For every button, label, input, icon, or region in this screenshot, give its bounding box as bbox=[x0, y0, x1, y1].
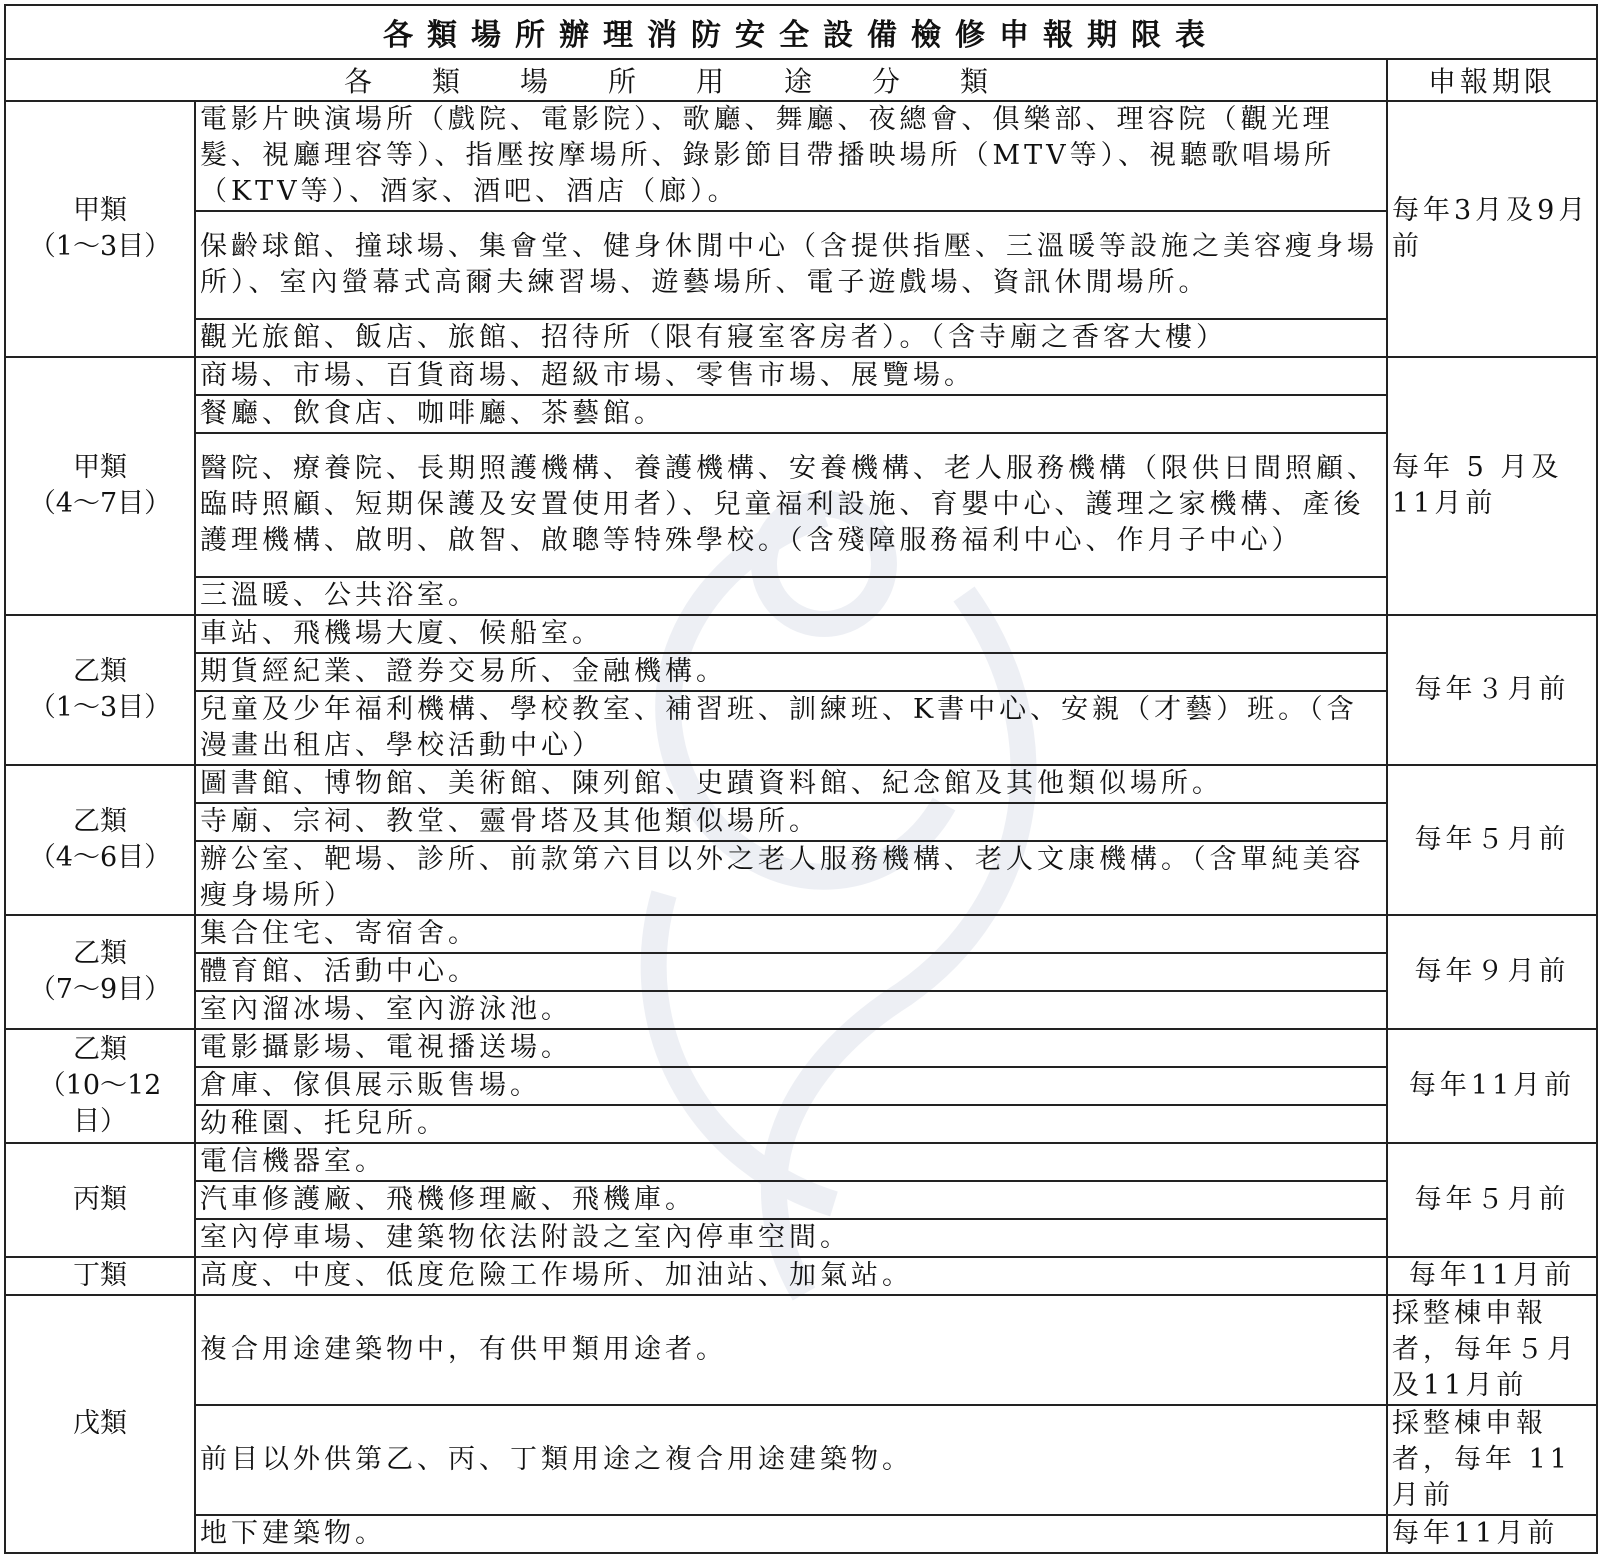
category-cell: 乙類 （7～9目） bbox=[5, 915, 195, 1029]
use-item-cell: 辦公室、靶場、診所、前款第六目以外之老人服務機構、老人文康機構。（含單純美容瘦身場所） bbox=[195, 841, 1387, 915]
table-row bbox=[5, 953, 1597, 991]
table-row bbox=[5, 841, 1597, 915]
use-item-cell: 寺廟、宗祠、教堂、靈骨塔及其他類似場所。 bbox=[195, 803, 1387, 841]
deadline-table bbox=[4, 4, 1598, 1554]
use-item-cell: 體育館、活動中心。 bbox=[195, 953, 1387, 991]
use-item-cell: 圖書館、博物館、美術館、陳列館、史蹟資料館、紀念館及其他類似場所。 bbox=[195, 765, 1387, 803]
use-item-cell: 醫院、療養院、長期照護機構、養護機構、安養機構、老人服務機構（限供日間照顧、臨時照顧、短期保護及安置使用者）、兒童福利設施、育嬰中心、護理之家機構、產後護理機構、啟明、啟智、啟聰等特殊學校。（含殘障服務福利中心、作月子中心） bbox=[195, 433, 1387, 577]
header-use-category: 各類場所用途分類 bbox=[5, 59, 1387, 101]
deadline-cell: 採整棟申報者，每年５月及11月前 bbox=[1387, 1295, 1597, 1405]
table-row bbox=[5, 433, 1597, 577]
table-row bbox=[5, 395, 1597, 433]
deadline-cell: 每年９月前 bbox=[1387, 915, 1597, 1029]
table-row bbox=[5, 101, 1597, 211]
table-row bbox=[5, 803, 1597, 841]
deadline-cell: 每年 5 月及11月前 bbox=[1387, 357, 1597, 615]
deadline-table-sheet bbox=[4, 4, 1596, 1549]
category-cell: 甲類 （1～3目） bbox=[5, 101, 195, 357]
table-row bbox=[5, 1405, 1597, 1515]
table-row bbox=[5, 653, 1597, 691]
use-item-cell: 地下建築物。 bbox=[195, 1515, 1387, 1553]
table-row bbox=[5, 1515, 1597, 1553]
deadline-cell: 每年３月前 bbox=[1387, 615, 1597, 765]
table-row bbox=[5, 1219, 1597, 1257]
use-item-cell: 電影片映演場所（戲院、電影院）、歌廳、舞廳、夜總會、俱樂部、理容院（觀光理髮、視廳理容等）、指壓按摩場所、錄影節目帶播映場所（MTV等）、視聽歌唱場所（KTV等）、酒家、酒吧、酒店（廊）。 bbox=[195, 101, 1387, 211]
category-cell: 丙類 bbox=[5, 1143, 195, 1257]
table-row bbox=[5, 1029, 1597, 1067]
use-item-cell: 高度、中度、低度危險工作場所、加油站、加氣站。 bbox=[195, 1257, 1387, 1295]
use-item-cell: 汽車修護廠、飛機修理廠、飛機庫。 bbox=[195, 1181, 1387, 1219]
category-cell: 乙類 （4～6目） bbox=[5, 765, 195, 915]
deadline-cell: 每年11月前 bbox=[1387, 1515, 1597, 1553]
use-item-cell: 電影攝影場、電視播送場。 bbox=[195, 1029, 1387, 1067]
title-row bbox=[5, 5, 1597, 59]
category-cell: 乙類 （10～12 目） bbox=[5, 1029, 195, 1143]
deadline-cell: 每年3月及9月前 bbox=[1387, 101, 1597, 357]
table-row bbox=[5, 357, 1597, 395]
use-item-cell: 觀光旅館、飯店、旅館、招待所（限有寢室客房者）。（含寺廟之香客大樓） bbox=[195, 319, 1387, 357]
use-item-cell: 室內溜冰場、室內游泳池。 bbox=[195, 991, 1387, 1029]
table-row bbox=[5, 1105, 1597, 1143]
table-row bbox=[5, 915, 1597, 953]
table-row bbox=[5, 615, 1597, 653]
table-row bbox=[5, 1295, 1597, 1405]
category-cell: 戊類 bbox=[5, 1295, 195, 1553]
use-item-cell: 前目以外供第乙、丙、丁類用途之複合用途建築物。 bbox=[195, 1405, 1387, 1515]
table-row bbox=[5, 1067, 1597, 1105]
deadline-cell: 每年11月前 bbox=[1387, 1029, 1597, 1143]
header-deadline: 申報期限 bbox=[1387, 59, 1597, 101]
category-cell: 丁類 bbox=[5, 1257, 195, 1295]
table-row bbox=[5, 991, 1597, 1029]
category-cell: 乙類 （1～3目） bbox=[5, 615, 195, 765]
header-row bbox=[5, 59, 1597, 101]
deadline-cell: 採整棟申報者，每年 11月前 bbox=[1387, 1405, 1597, 1515]
use-item-cell: 商場、市場、百貨商場、超級市場、零售市場、展覽場。 bbox=[195, 357, 1387, 395]
table-row bbox=[5, 1257, 1597, 1295]
use-item-cell: 倉庫、傢俱展示販售場。 bbox=[195, 1067, 1387, 1105]
use-item-cell: 電信機器室。 bbox=[195, 1143, 1387, 1181]
use-item-cell: 複合用途建築物中，有供甲類用途者。 bbox=[195, 1295, 1387, 1405]
use-item-cell: 車站、飛機場大廈、候船室。 bbox=[195, 615, 1387, 653]
use-item-cell: 保齡球館、撞球場、集會堂、健身休閒中心（含提供指壓、三溫暖等設施之美容瘦身場所）、室內螢幕式高爾夫練習場、遊藝場所、電子遊戲場、資訊休閒場所。 bbox=[195, 211, 1387, 319]
table-row bbox=[5, 319, 1597, 357]
use-item-cell: 期貨經紀業、證券交易所、金融機構。 bbox=[195, 653, 1387, 691]
table-row bbox=[5, 1143, 1597, 1181]
use-item-cell: 兒童及少年福利機構、學校教室、補習班、訓練班、K書中心、安親（才藝）班。（含漫畫出租店、學校活動中心） bbox=[195, 691, 1387, 765]
table-row bbox=[5, 691, 1597, 765]
table-row bbox=[5, 1181, 1597, 1219]
table-row bbox=[5, 211, 1597, 319]
deadline-cell: 每年５月前 bbox=[1387, 1143, 1597, 1257]
table-row bbox=[5, 765, 1597, 803]
category-cell: 甲類 （4～7目） bbox=[5, 357, 195, 615]
use-item-cell: 三溫暖、公共浴室。 bbox=[195, 577, 1387, 615]
table-title: 各類場所辦理消防安全設備檢修申報期限表 bbox=[5, 5, 1597, 59]
use-item-cell: 集合住宅、寄宿舍。 bbox=[195, 915, 1387, 953]
use-item-cell: 室內停車場、建築物依法附設之室內停車空間。 bbox=[195, 1219, 1387, 1257]
deadline-cell: 每年５月前 bbox=[1387, 765, 1597, 915]
deadline-cell: 每年11月前 bbox=[1387, 1257, 1597, 1295]
use-item-cell: 幼稚園、托兒所。 bbox=[195, 1105, 1387, 1143]
use-item-cell: 餐廳、飲食店、咖啡廳、茶藝館。 bbox=[195, 395, 1387, 433]
table-row bbox=[5, 577, 1597, 615]
